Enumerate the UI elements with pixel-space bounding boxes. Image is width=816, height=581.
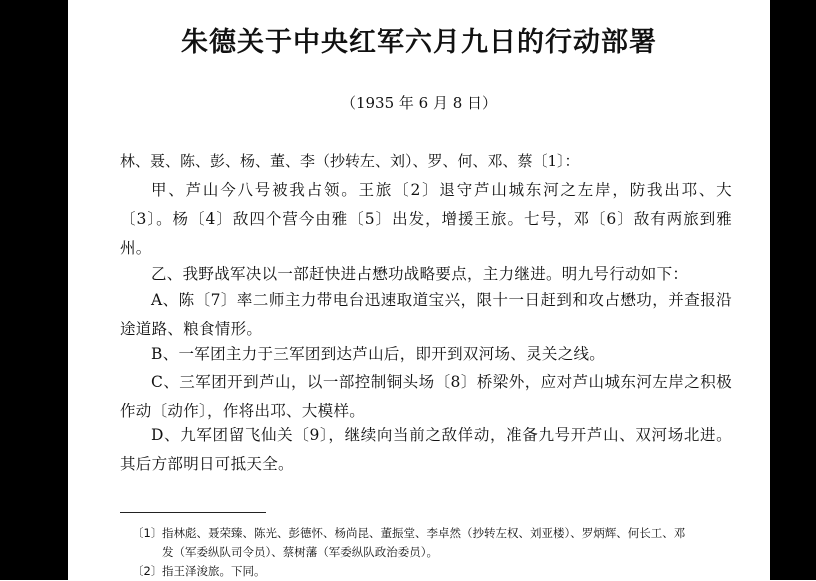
footnote-1-text-line1: 指林彪、聂荣臻、陈光、彭德怀、杨尚昆、董振堂、李卓然（抄转左权、刘亚楼）、罗炳辉、何长工、邓 [162, 526, 686, 540]
document-date: （1935 年 6 月 8 日） [340, 94, 498, 112]
footnote-1-mark: 〔1〕 [132, 526, 163, 540]
paragraph-d: D、九军团留飞仙关〔9〕，继续向当前之敌佯动，准备九号开芦山、双河场北进。其后方部明日可抵天全。 [120, 426, 732, 473]
document-title: 朱德关于中央红军六月九日的行动部署 [181, 27, 657, 58]
addressee-line: 林、聂、陈、彭、杨、董、李（抄转左、刘）、罗、何、邓、蔡〔1〕： [120, 152, 580, 170]
scan-border-right [770, 0, 816, 580]
document-page [68, 0, 770, 580]
footnote-divider [120, 512, 266, 513]
footnote-2-mark: 〔2〕 [132, 564, 163, 578]
paragraph-jia: 甲、芦山今八号被我占领。王旅〔2〕退守芦山城东河之左岸，防我出邛、大〔3〕。杨〔4〕敌四个营今由雅〔5〕出发，增援王旅。七号，邓〔6〕敌有两旅到雅州。 [120, 181, 732, 257]
footnote-1-text-line2: 发（军委纵队司令员）、蔡树藩（军委纵队政治委员）。 [162, 545, 438, 559]
footnote-2 [132, 562, 732, 581]
paragraph-yi: 乙、我野战军决以一部赶快进占懋功战略要点，主力继进。明九号行动如下： [151, 265, 689, 283]
paragraph-c: C、三军团开到芦山，以一部控制铜头场〔8〕桥梁外，应对芦山城东河左岸之积极作动〔动作〕，作将出邛、大模样。 [120, 373, 732, 420]
footnote-2-text: 指王泽浚旅。下同。 [162, 564, 266, 578]
scan-border-left [0, 0, 68, 580]
paragraph-b: B、一军团主力于三军团到达芦山后，即开到双河场、灵关之线。 [151, 345, 606, 363]
paragraph-a: A、陈〔7〕率二师主力带电台迅速取道宝兴，限十一日赶到和攻占懋功，并查报沿途道路、粮食情形。 [120, 291, 732, 338]
footnote-1 [132, 524, 732, 562]
